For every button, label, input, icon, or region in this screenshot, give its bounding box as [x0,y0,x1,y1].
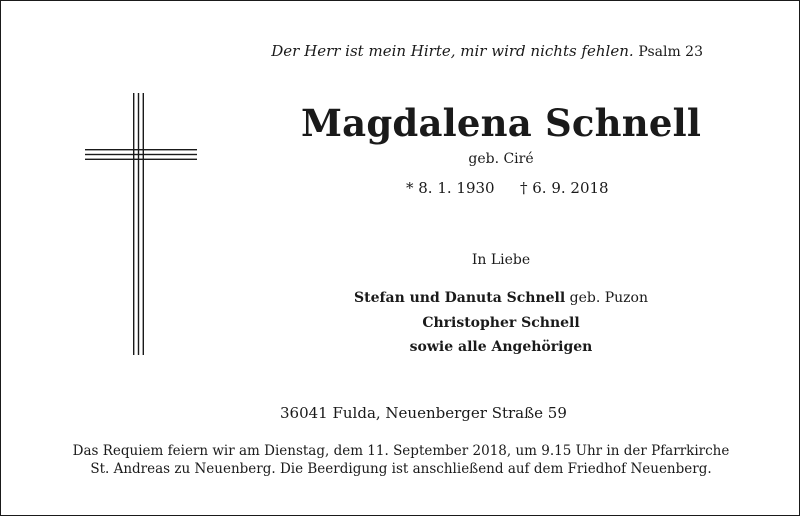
mourner-name: Christopher Schnell [422,315,580,331]
quote-verse: Der Herr ist mein Hirte, mir wird nichts fehlen. [271,42,634,60]
deceased-name: Magdalena Schnell [301,101,702,145]
death-date: † 6. 9. 2018 [520,179,609,197]
mourner-line-2 [301,314,701,332]
psalm-quote [271,42,703,61]
mourner-relatives: sowie alle Angehörigen [409,339,593,355]
mourners-intro: In Liebe [471,252,531,268]
mourner-line-1 [301,289,701,307]
requiem-line-2: St. Andreas zu Neuenberg. Die Beerdigung ist anschließend auf dem Friedhof Neuenberg. [90,461,712,477]
quote-reference: Psalm 23 [638,44,703,60]
mourner-line-3 [301,338,701,356]
family-address: 36041 Fulda, Neuenberger Straße 59 [280,404,567,422]
cross-icon [85,93,197,355]
mourner-maiden-name: geb. Puzon [569,290,648,306]
requiem-line-1: Das Requiem feiern wir am Dienstag, dem 11. September 2018, um 9.15 Uhr in der Pfarrkirche [72,443,730,459]
birth-name: geb. Ciré [468,151,534,167]
birth-date: * 8. 1. 1930 [406,179,495,197]
mourner-names: Stefan und Danuta Schnell [354,290,566,306]
